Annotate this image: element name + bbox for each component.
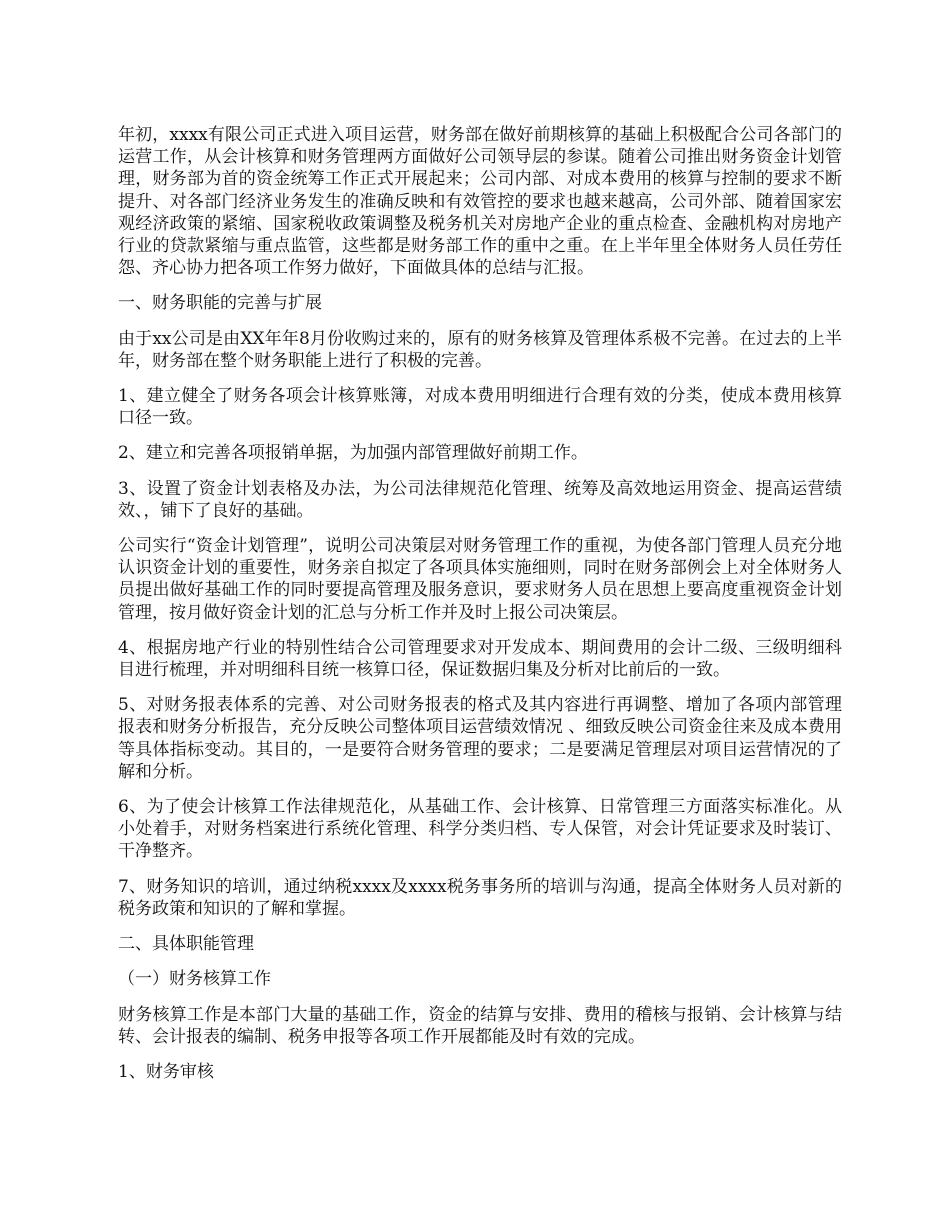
section-heading-1: 一、财务职能的完善与扩展 bbox=[118, 293, 322, 314]
list-item-5: 5、对财务报表体系的完善、对公司财务报表的格式及其内容进行再调整、增加了各项内部管理报表和财务分析报告，充分反映公司整体项目运营绩效情况 、细致反映公司资金往来及成本费用等具体指标变动。其目的，一是要符合财务管理的要求；二是要满足管理层对项目运营情况的了解和分析。 bbox=[118, 695, 842, 782]
subsection-heading-1: （一）财务核算工作 bbox=[118, 969, 271, 990]
list-item-6: 6、为了使会计核算工作法律规范化，从基础工作、会计核算、日常管理三方面落实标准化。从小处着手，对财务档案进行系统化管理、科学分类归档、专人保管，对会计凭证要求及时装订、干净整齐。 bbox=[118, 797, 842, 862]
list-item-3: 3、设置了资金计划表格及办法，为公司法律规范化管理、统筹及高效地运用资金、提高运营绩效、，铺下了良好的基础。 bbox=[118, 478, 842, 521]
document-body bbox=[118, 124, 842, 1096]
intro-paragraph: 年初，xxxx有限公司正式进入项目运营，财务部在做好前期核算的基础上积极配合公司各部门的运营工作，从会计核算和财务管理两方面做好公司领导层的参谋。随着公司推出财务资金计划管理，财务部为首的资金统筹工作正式开展起来；公司内部、对成本费用的核算与控制的要求不断提升、对各部门经济业务发生的准确反映和有效管控的要求也越来越高，公司外部、随着国家宏观经济政策的紧缩、国家税收政策调整及税务机关对房地产企业的重点检查、金融机构对房地产行业的贷款紧缩与重点监管，这些都是财务部工作的重中之重。在上半年里全体财务人员任劳任怨、齐心协力把各项工作努力做好，下面做具体的总结与汇报。 bbox=[118, 125, 842, 279]
list-item-4: 4、根据房地产行业的特别性结合公司管理要求对开发成本、期间费用的会计二级、三级明细科目进行梳理，并对明细科目统一核算口径，保证数据归集及分析对比前后的一致。 bbox=[118, 637, 842, 681]
subsection-1-paragraph: 财务核算工作是本部门大量的基础工作，资金的结算与安排、费用的稽核与报销、会计核算与结转、会计报表的编制、税务申报等各项工作开展都能及时有效的完成。 bbox=[118, 1004, 842, 1047]
list-item-1: 1、建立健全了财务各项会计核算账簿，对成本费用明细进行合理有效的分类，使成本费用核算口径一致。 bbox=[118, 386, 842, 429]
sub-item-heading-1: 1、财务审核 bbox=[118, 1061, 214, 1082]
fund-plan-paragraph: 公司实行“资金计划管理”，说明公司决策层对财务管理工作的重视，为使各部门管理人员充分地认识资金计划的重要性，财务亲自拟定了各项具体实施细则，同时在财务部例会上对全体财务人员提出做好基础工作的同时要提高管理及服务意识，要求财务人员在思想上要高度重视资金计划管理，按月做好资金计划的汇总与分析工作并及时上报公司决策层。 bbox=[118, 536, 842, 623]
section-1-intro: 由于xx公司是由XX年年8月份收购过来的，原有的财务核算及管理体系极不完善。在过去的上半年，财务部在整个财务职能上进行了积极的完善。 bbox=[118, 328, 842, 371]
section-heading-2: 二、具体职能管理 bbox=[118, 934, 254, 955]
list-item-7: 7、财务知识的培训，通过纳税xxxx及xxxx税务事务所的培训与沟通，提高全体财务人员对新的税务政策和知识的了解和掌握。 bbox=[118, 876, 842, 919]
list-item-2: 2、建立和完善各项报销单据，为加强内部管理做好前期工作。 bbox=[118, 443, 588, 464]
